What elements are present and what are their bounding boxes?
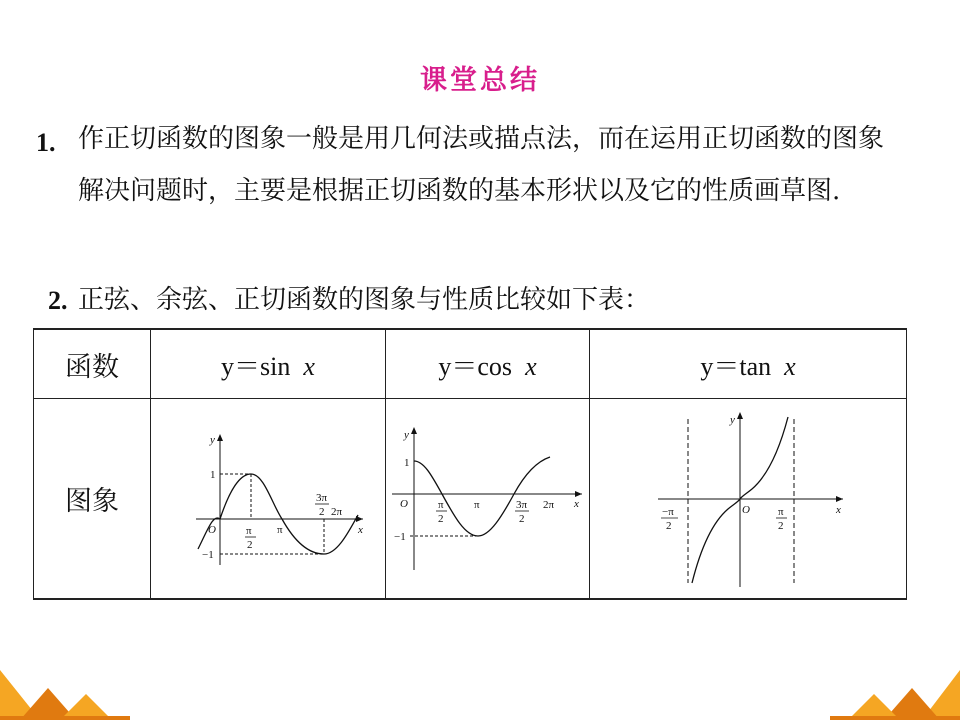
cell-tan-graph — [590, 399, 907, 600]
decor-triangles-right — [830, 660, 960, 720]
svg-text:2: 2 — [666, 519, 672, 532]
svg-text:2: 2 — [519, 512, 525, 525]
svg-text:O: O — [400, 497, 408, 510]
point-1-text: 作正切函数的图象一般是用几何法或描点法，而在运用正切函数的图象解决问题时，主要是根据正切函数的基本形状以及它的性质画草图. — [78, 124, 885, 206]
svg-text:π: π — [778, 505, 784, 518]
sin-graph — [168, 429, 368, 569]
svg-text:y: y — [404, 428, 409, 441]
svg-text:2π: 2π — [543, 498, 555, 511]
svg-text:π: π — [474, 498, 480, 511]
svg-text:x: x — [358, 523, 363, 536]
cell-sin-graph — [151, 399, 386, 600]
svg-text:O: O — [742, 503, 750, 516]
cell-tan-function: y＝tan x — [590, 329, 907, 399]
svg-text:−π: −π — [662, 505, 674, 518]
svg-text:−1: −1 — [202, 548, 214, 561]
svg-text:π: π — [246, 524, 252, 537]
point-2-text: 正弦、余弦、正切函数的图象与性质比较如下表： — [78, 285, 651, 315]
svg-text:y: y — [730, 413, 735, 426]
row-label-function: 函数 — [34, 329, 151, 399]
svg-text:π: π — [438, 498, 444, 511]
cell-cos-function: y＝cos x — [386, 329, 590, 399]
svg-text:1: 1 — [210, 468, 216, 481]
svg-text:x: x — [574, 497, 579, 510]
svg-text:x: x — [836, 503, 841, 516]
row-label-graph: 图象 — [34, 399, 151, 600]
svg-text:2: 2 — [247, 538, 253, 551]
svg-text:−1: −1 — [394, 530, 406, 543]
svg-text:2: 2 — [319, 505, 325, 518]
table-header-row — [34, 329, 907, 399]
item-number-2: 2. — [48, 286, 68, 315]
svg-text:2: 2 — [778, 519, 784, 532]
cos-graph — [390, 424, 585, 574]
svg-text:y: y — [210, 433, 215, 446]
svg-text:π: π — [277, 523, 283, 536]
tan-graph — [648, 409, 848, 589]
svg-text:2π: 2π — [331, 505, 343, 518]
cell-sin-function: y＝sin x — [151, 329, 386, 399]
svg-text:1: 1 — [404, 456, 410, 469]
table-graph-row — [34, 399, 907, 600]
svg-text:O: O — [208, 523, 216, 536]
decor-triangles-left — [0, 660, 130, 720]
svg-text:2: 2 — [438, 512, 444, 525]
svg-text:3π: 3π — [516, 498, 528, 511]
cell-cos-graph — [386, 399, 590, 600]
item-number-1: 1. — [36, 128, 56, 157]
page-title: 课堂总结 — [420, 65, 540, 96]
svg-text:3π: 3π — [316, 491, 328, 504]
comparison-table — [33, 328, 907, 600]
